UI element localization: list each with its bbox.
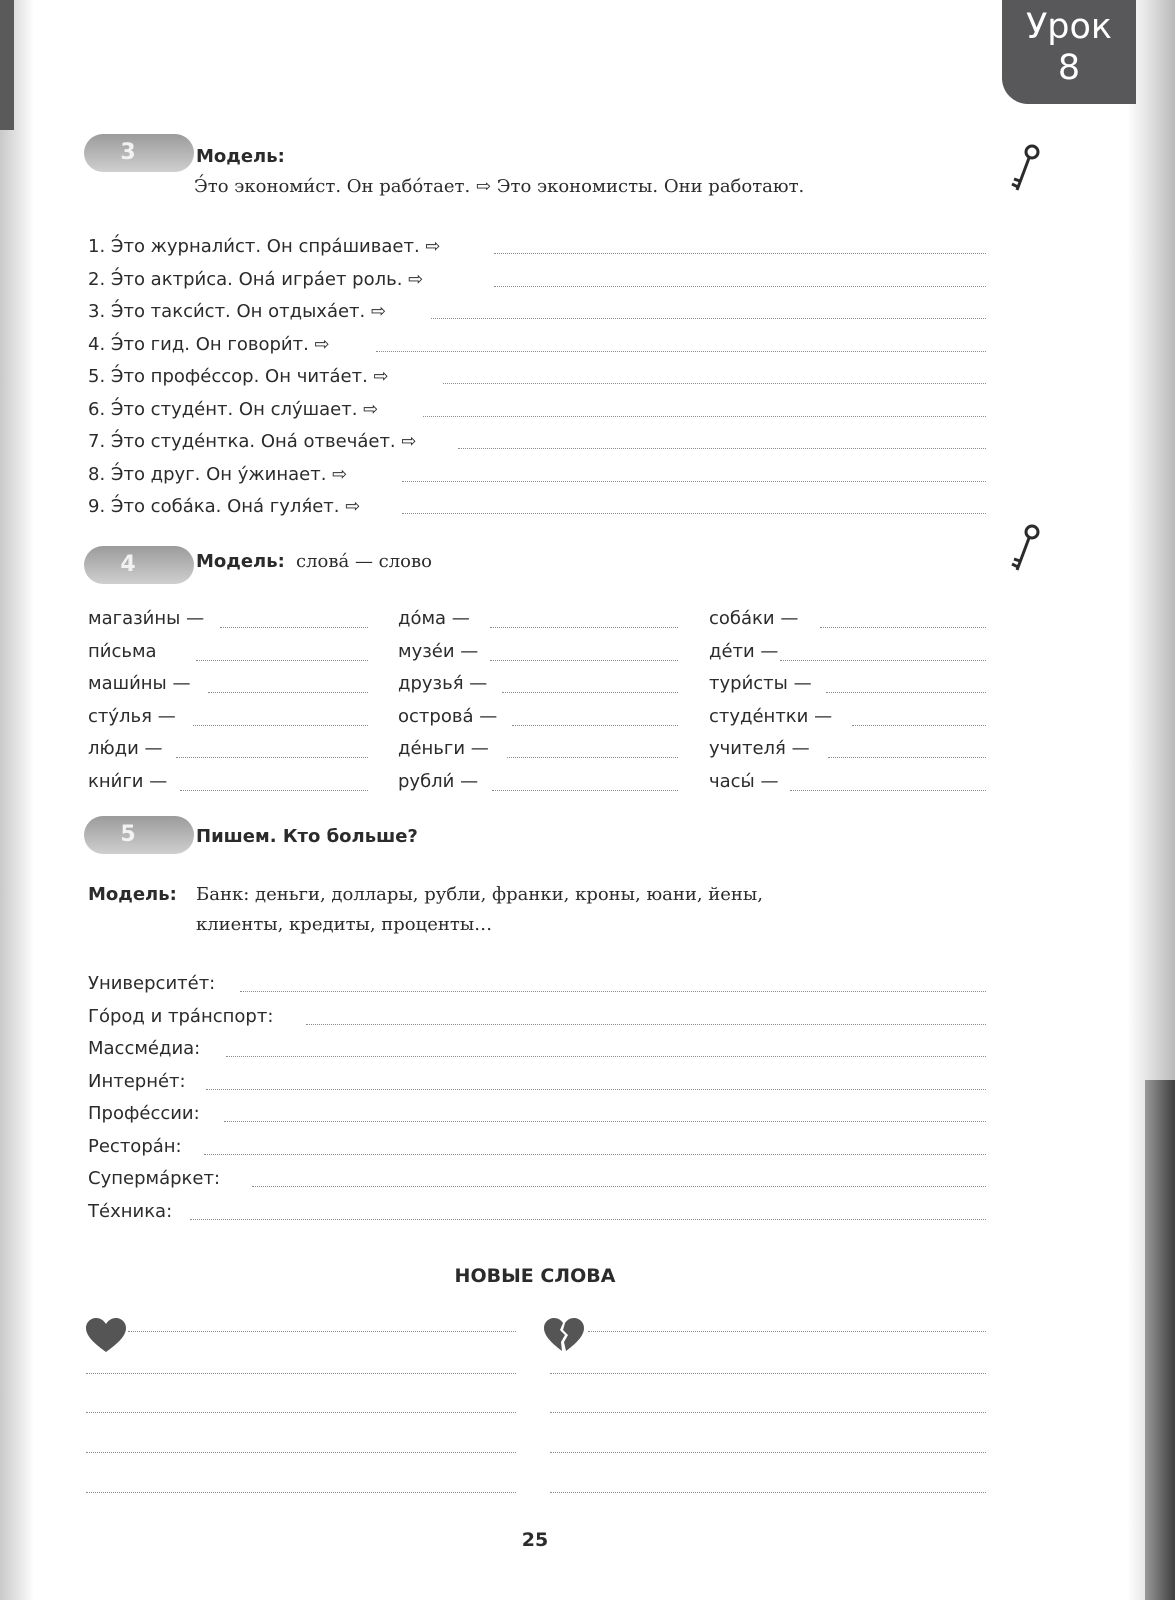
- ex4-word: друзья́ —: [398, 673, 488, 694]
- ex4-word: тури́сты —: [709, 673, 812, 694]
- new-words-disliked-line[interactable]: [550, 1412, 986, 1413]
- ex4-word: часы́ —: [709, 770, 779, 792]
- ex5-model-line1: Банк: деньги, доллары, рубли, франки, кроны, юани, йены,: [196, 884, 763, 905]
- ex5-answer-line[interactable]: [206, 1089, 986, 1090]
- ex5-answer-line[interactable]: [252, 1186, 986, 1187]
- exercise-badge-4: 4: [84, 546, 194, 584]
- ex4-answer-line[interactable]: [507, 757, 678, 758]
- ex3-item: 8. Э́то друг. Он у́жинает. ⇨: [88, 463, 348, 485]
- ex4-word: пи́сьма: [88, 640, 157, 662]
- new-words-disliked-line[interactable]: [588, 1331, 986, 1332]
- ex4-word: маши́ны —: [88, 673, 191, 694]
- ex4-word: кни́ги —: [88, 770, 168, 792]
- ex3-answer-line[interactable]: [402, 513, 986, 514]
- ex3-answer-line[interactable]: [402, 481, 986, 482]
- lesson-word: Урок: [1025, 7, 1113, 47]
- ex4-word: до́ма —: [398, 608, 470, 629]
- ex5-answer-line[interactable]: [204, 1154, 986, 1155]
- ex4-answer-line[interactable]: [826, 692, 986, 693]
- ex3-answer-line[interactable]: [431, 318, 986, 319]
- key-icon: [1008, 522, 1042, 576]
- ex4-word: острова́ —: [398, 705, 498, 727]
- ex4-word: учителя́ —: [709, 738, 810, 759]
- new-words-disliked-line[interactable]: [550, 1452, 986, 1453]
- new-words-liked-line[interactable]: [86, 1373, 516, 1374]
- ex3-answer-line[interactable]: [494, 286, 986, 287]
- exercise-badge-3: 3: [84, 134, 194, 172]
- ex3-model-text: Э́то экономи́ст. Он рабо́тает. ⇨ Это экономисты. Они работают.: [194, 176, 805, 197]
- ex4-word: музе́и —: [398, 640, 479, 662]
- ex4-model-label: Модель:: [196, 551, 285, 572]
- ex3-item: 7. Э́то студе́нтка. Она́ отвеча́ет. ⇨: [88, 431, 417, 452]
- ex4-answer-line[interactable]: [220, 627, 368, 628]
- new-words-disliked-line[interactable]: [550, 1492, 986, 1493]
- ex3-answer-line[interactable]: [376, 351, 986, 352]
- ex3-item: 2. Э́то актри́са. Она́ игра́ет роль. ⇨: [88, 268, 424, 290]
- ex5-topic: Профе́ссии:: [88, 1103, 200, 1124]
- page-edge-left: [0, 0, 34, 1600]
- lesson-tab: [1002, 0, 1136, 104]
- ex3-answer-line[interactable]: [423, 416, 986, 417]
- ex3-item: 9. Э́то соба́ка. Она́ гуля́ет. ⇨: [88, 496, 361, 517]
- ex3-answer-line[interactable]: [458, 448, 986, 449]
- new-words-liked-line[interactable]: [86, 1452, 516, 1453]
- ex5-topic: Университе́т:: [88, 973, 216, 994]
- ex4-word: магази́ны —: [88, 608, 205, 629]
- ex4-word: лю́ди —: [88, 738, 163, 759]
- ex3-item: 3. Э́то такси́ст. Он отдыха́ет. ⇨: [88, 301, 387, 322]
- key-icon: [1008, 142, 1042, 196]
- ex4-word: де́ти —: [709, 640, 779, 662]
- ex5-topic: Массме́диа:: [88, 1038, 201, 1059]
- lesson-number: 8: [1057, 48, 1081, 88]
- page-number: 25: [521, 1529, 549, 1551]
- new-words-liked-line[interactable]: [86, 1492, 516, 1493]
- page-edge-right-dark: [1145, 1080, 1175, 1600]
- ex5-topic: Рестора́н:: [88, 1135, 182, 1157]
- ex5-topic: Те́хника:: [88, 1200, 173, 1222]
- exercise-badge-5: 5: [84, 816, 194, 854]
- ex4-word: де́ньги —: [398, 738, 489, 759]
- ex3-item: 5. Э́то профе́ссор. Он чита́ет. ⇨: [88, 366, 389, 387]
- new-words-liked-line[interactable]: [128, 1331, 516, 1332]
- ex4-answer-line[interactable]: [490, 627, 678, 628]
- ex4-answer-line[interactable]: [176, 757, 368, 758]
- ex3-item: 6. Э́то студе́нт. Он слу́шает. ⇨: [88, 398, 379, 420]
- ex5-topic: Суперма́ркет:: [88, 1168, 221, 1189]
- ex4-word: сту́лья —: [88, 705, 176, 727]
- ex4-answer-line[interactable]: [502, 692, 678, 693]
- ex4-answer-line[interactable]: [790, 790, 986, 791]
- ex3-answer-line[interactable]: [494, 253, 986, 254]
- ex4-answer-line[interactable]: [180, 790, 368, 791]
- new-words-disliked-line[interactable]: [550, 1373, 986, 1374]
- ex4-answer-line[interactable]: [828, 757, 986, 758]
- broken-heart-icon: [544, 1318, 584, 1354]
- ex5-answer-line[interactable]: [190, 1219, 986, 1220]
- ex4-answer-line[interactable]: [512, 725, 678, 726]
- ex5-answer-line[interactable]: [226, 1056, 986, 1057]
- ex4-answer-line[interactable]: [852, 725, 986, 726]
- ex4-word: студе́нтки —: [709, 705, 833, 727]
- ex4-answer-line[interactable]: [208, 692, 368, 693]
- ex5-answer-line[interactable]: [240, 991, 986, 992]
- ex5-answer-line[interactable]: [306, 1024, 986, 1025]
- ex4-answer-line[interactable]: [193, 725, 368, 726]
- ex5-topic: Интерне́т:: [88, 1070, 186, 1092]
- new-words-liked-line[interactable]: [86, 1412, 516, 1413]
- new-words-title: НОВЫЕ СЛОВА: [454, 1265, 616, 1287]
- ex5-title: Пишем. Кто больше?: [196, 826, 418, 847]
- ex5-topic: Го́род и тра́нспорт:: [88, 1005, 274, 1027]
- ex5-model-label: Модель:: [88, 884, 177, 905]
- ex3-model-label: Модель:: [196, 146, 285, 167]
- ex4-word: рубли́ —: [398, 770, 479, 792]
- heart-icon: [86, 1318, 126, 1354]
- ex3-item: 4. Э́то гид. Он говори́т. ⇨: [88, 333, 330, 355]
- ex4-answer-line[interactable]: [492, 790, 678, 791]
- ex4-answer-line[interactable]: [196, 660, 368, 661]
- ex4-word: соба́ки —: [709, 608, 799, 629]
- ex4-model-text: слова́ — слово: [296, 551, 432, 572]
- ex4-answer-line[interactable]: [490, 660, 678, 661]
- ex5-model-line2: клиенты, кредиты, проценты…: [196, 914, 493, 935]
- ex5-answer-line[interactable]: [224, 1121, 986, 1122]
- ex4-answer-line[interactable]: [820, 627, 986, 628]
- ex3-answer-line[interactable]: [443, 383, 986, 384]
- ex4-answer-line[interactable]: [780, 660, 986, 661]
- page-edge-left-dark: [0, 0, 14, 130]
- ex3-item: 1. Э́то журнали́ст. Он спра́шивает. ⇨: [88, 236, 441, 257]
